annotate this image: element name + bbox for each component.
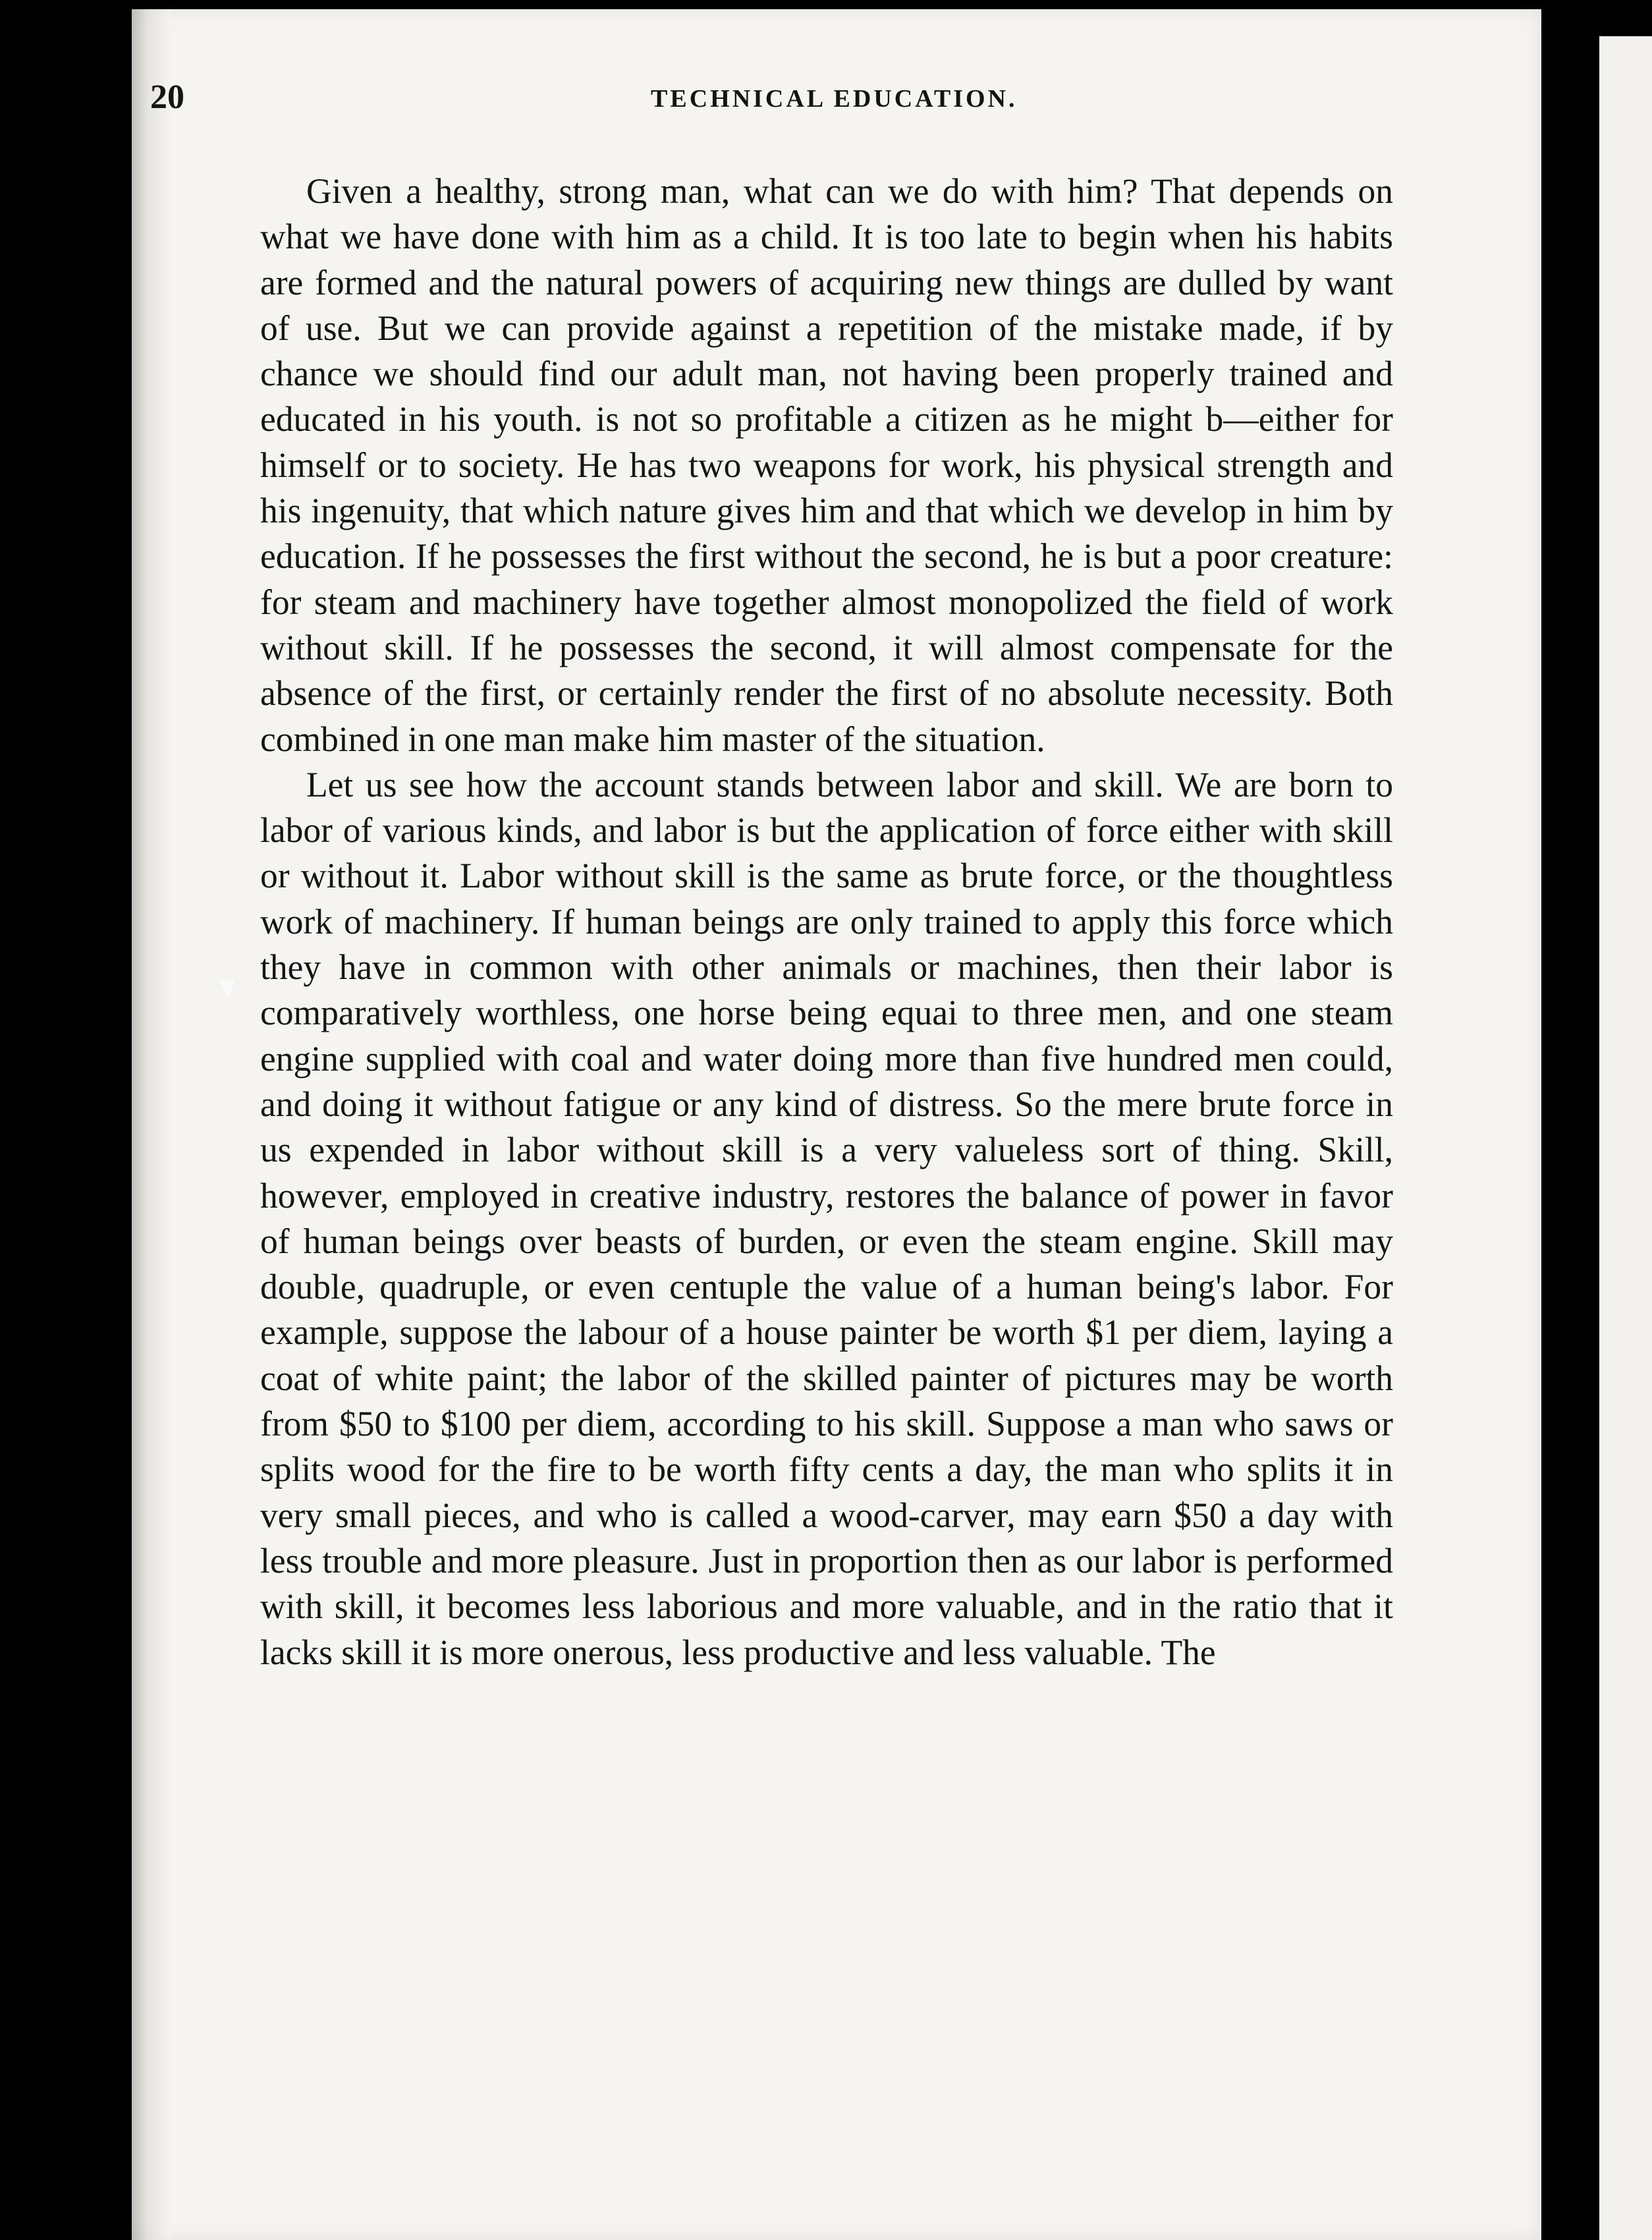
page-number: 20	[150, 78, 184, 116]
paragraph-2: Let us see how the account stands between labor and skill. We are born to labor of various kinds, and labor is but the application of force either with skill or without it. Labor without skill is the same as brute force, or the thoughtless work of machinery. If human beings are only trained to apply this force which they have in common with other animals or machines, then their labor is comparatively worthless, one horse being equai to three men, and one steam engine supplied with coal and water doing more than five hundred men could, and doing it without fatigue or any kind of distress. So the mere brute force in us expended in labor without skill is a very valueless sort of thing. Skill, however, employed in creative industry, restores the balance of power in favor of human beings over beasts of burden, or even the steam engine. Skill may double, quadruple, or even centuple the value of a human being's labor. For example, suppose the labour of a house painter be worth $1 per diem, laying a coat of white paint; the labor of the skilled painter of pictures may be worth from $50 to $100 per diem, according to his skill. Suppose a man who saws or splits wood for the fire to be worth fifty cents a day, the man who splits it in very small pieces, and who is called a wood-carver, may earn $50 a day with less trouble and more pleasure. Just in proportion then as our labor is performed with skill, it becomes less laborious and more valuable, and in the ratio that it lacks skill it is more onerous, less productive and less valuable. The	[260, 764, 1393, 1672]
paragraph-1: Given a healthy, strong man, what can we do with him? That depends on what we have done with him as a child. It is too late to begin when his habits are formed and the natural powers of acquiring new things are dulled by want of use. But we can provide against a repetition of the mistake made, if by chance we should find our adult man, not having been properly trained and educated in his youth. is not so profitable a citizen as he might b—either for himself or to society. He has two weapons for work, his physical strength and his ingenuity, that which nature gives him and that which we develop in him by education. If he possesses the first without the second, he is but a poor creature: for steam and machinery have together almost monopolized the field of work without skill. If he possesses the second, it will almost compensate for the absence of the first, or certainly render the first of no absolute necessity. Both combined in one man make him master of the situation.	[260, 171, 1393, 759]
page-binding-shadow	[132, 9, 171, 2240]
body-text	[260, 169, 1393, 1675]
adjacent-page-edge	[1599, 36, 1652, 2240]
page-header	[150, 78, 1389, 130]
running-title: TECHNICAL EDUCATION.	[651, 85, 1018, 113]
